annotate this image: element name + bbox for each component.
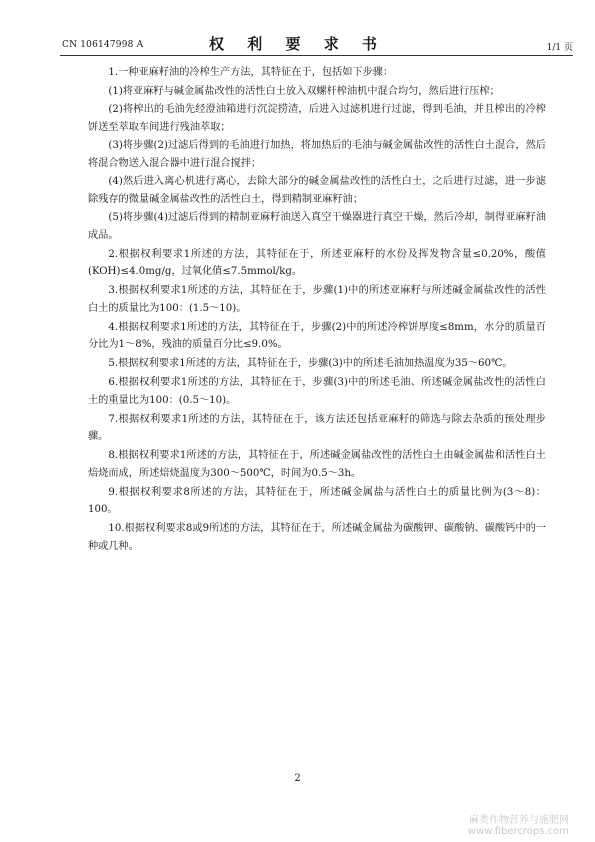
claim-1-step-1: (1)将亚麻籽与碱金属盐改性的活性白土放入双螺杆榨油机中混合均匀，然后进行压榨； xyxy=(108,85,500,97)
claim-10: 10.根据权利要求8或9所述的方法，其特征在于，所述碱金属盐为碳酸钾、碳酸钠、碳酸钙中的一种或几种。 xyxy=(88,523,546,552)
claim-1: 1.一种亚麻籽油的冷榨生产方法，其特征在于，包括如下步骤： xyxy=(108,67,394,78)
claim-1-step-4: (4)然后进入离心机进行离心，去除大部分的碱金属盐改性的活性白土，之后进行过滤，进一步滤除残存的微量碱金属盐改性的活性白土，得到精制亚麻籽油； xyxy=(88,176,546,205)
claim-4: 4.根据权利要求1所述的方法，其特征在于，步骤(2)中的所述冷榨饼厚度≤8mm，水分的质量百分比为1～8%，残油的质量百分比≤9.0%。 xyxy=(88,321,546,350)
document-number: CN 106147998 A xyxy=(62,40,144,50)
claim-1-step-3: (3)将步骤(2)过滤后得到的毛油进行加热，将加热后的毛油与碱金属盐改性的活性白土混合，然后将混合物送入混合器中进行混合搅拌； xyxy=(88,140,546,169)
page-title: 权 利 要 求 书 xyxy=(209,35,386,53)
claim-5: 5.根据权利要求1所述的方法，其特征在于，步骤(3)中的所述毛油加热温度为35～60℃。 xyxy=(108,358,513,369)
claim-2: 2.根据权利要求1所述的方法，其特征在于，所述亚麻籽的水份及挥发物含量≤0.20%，酸值(KOH)≤4.0mg/g，过氧化值≤7.5mmol/kg。 xyxy=(88,248,546,277)
header-divider xyxy=(60,55,573,56)
page-number: 2 xyxy=(294,773,301,784)
claim-3: 3.根据权利要求1所述的方法，其特征在于，步骤(1)中的所述亚麻籽与所述碱金属盐改性的活性白土的质量比为100：(1.5～10)。 xyxy=(88,285,546,314)
claim-7: 7.根据权利要求1所述的方法，其特征在于，该方法还包括亚麻籽的筛选与除去杂质的预处理步骤。 xyxy=(88,413,546,442)
claim-1-step-2: (2)将榨出的毛油先经澄油箱进行沉淀捞渣，后进入过滤机进行过滤，得到毛油，并且榨出的冷榨饼送至萃取车间进行残油萃取； xyxy=(88,104,546,133)
watermark-site-name: 麻类作物营养与施肥网 xyxy=(469,815,569,826)
claims-body xyxy=(88,64,546,556)
claim-9: 9.根据权利要求8所述的方法，其特征在于，所述碱金属盐与活性白土的质量比例为(3～8)：100。 xyxy=(88,486,546,515)
claim-1-step-5: (5)将步骤(4)过滤后得到的精制亚麻籽油送入真空干燥器进行真空干燥，然后冷却，制得亚麻籽油成品。 xyxy=(88,212,546,241)
claim-8: 8.根据权利要求1所述的方法，其特征在于，所述碱金属盐改性的活性白土由碱金属盐和活性白土焙烧而成，所述焙烧温度为300～500℃，时间为0.5～3h。 xyxy=(88,450,546,479)
claim-6: 6.根据权利要求1所述的方法，其特征在于，步骤(3)中的所述毛油、所述碱金属盐改性的活性白土的重量比为100：(0.5～10)。 xyxy=(88,377,546,406)
watermark-url: www.fibercrops.com xyxy=(467,826,569,837)
page-indicator: 1/1 页 xyxy=(546,43,573,53)
